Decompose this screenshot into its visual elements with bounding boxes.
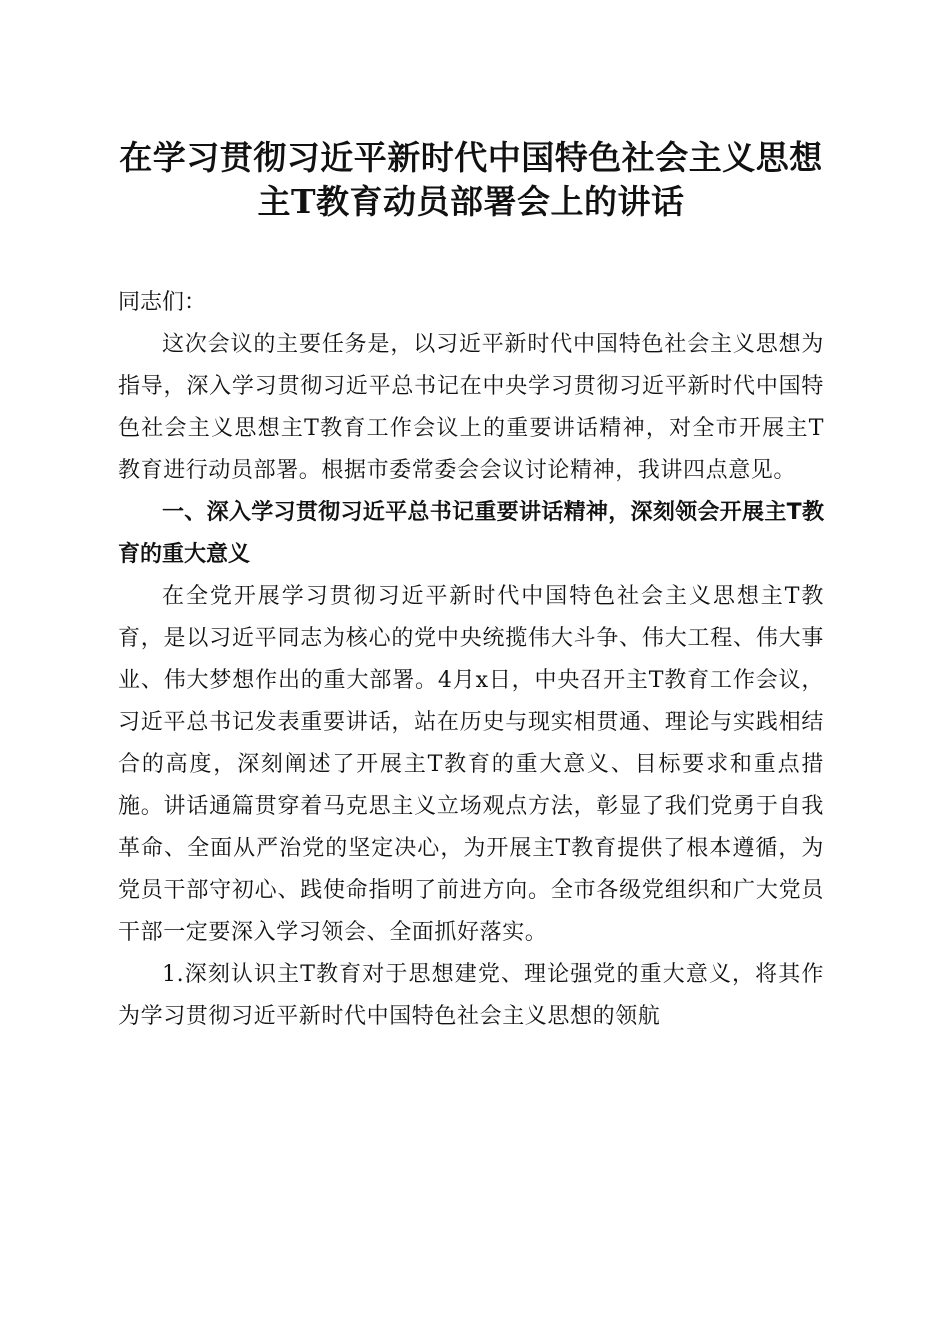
salutation: 同志们： — [118, 290, 207, 315]
document-title: 在学习贯彻习近平新时代中国特色社会主义思想主T教育动员部署会上的讲话 — [119, 138, 823, 221]
section-heading-1: 一、深入学习贯彻习近平总书记重要讲话精神，深刻领会开展主T教育的重大意义 — [118, 500, 824, 567]
intro-paragraph: 这次会议的主要任务是，以习近平新时代中国特色社会主义思想为指导，深入学习贯彻习近平总书记在中央学习贯彻习近平新时代中国特色社会主义思想主T教育工作会议上的重要讲话精神，对全市开展主T教育进行动员部署。根据市委常委会会议讨论精神，我讲四点意见。 — [118, 332, 824, 483]
section-1-point-1: 1.深刻认识主T教育对于思想建党、理论强党的重大意义，将其作为学习贯彻习近平新时代中国特色社会主义思想的领航 — [118, 962, 824, 1029]
document-page — [118, 136, 824, 1038]
section-1-paragraph: 在全党开展学习贯彻习近平新时代中国特色社会主义思想主T教育，是以习近平同志为核心的党中央统揽伟大斗争、伟大工程、伟大事业、伟大梦想作出的重大部署。4月x日，中央召开主T教育工作会议，习近平总书记发表重要讲话，站在历史与现实相贯通、理论与实践相结合的高度，深刻阐述了开展主T教育的重大意义、目标要求和重点措施。讲话通篇贯穿着马克思主义立场观点方法，彰显了我们党勇于自我革命、全面从严治党的坚定决心，为开展主T教育提供了根本遵循，为党员干部守初心、践使命指明了前进方向。全市各级党组织和广大党员干部一定要深入学习领会、全面抓好落实。 — [118, 584, 824, 945]
